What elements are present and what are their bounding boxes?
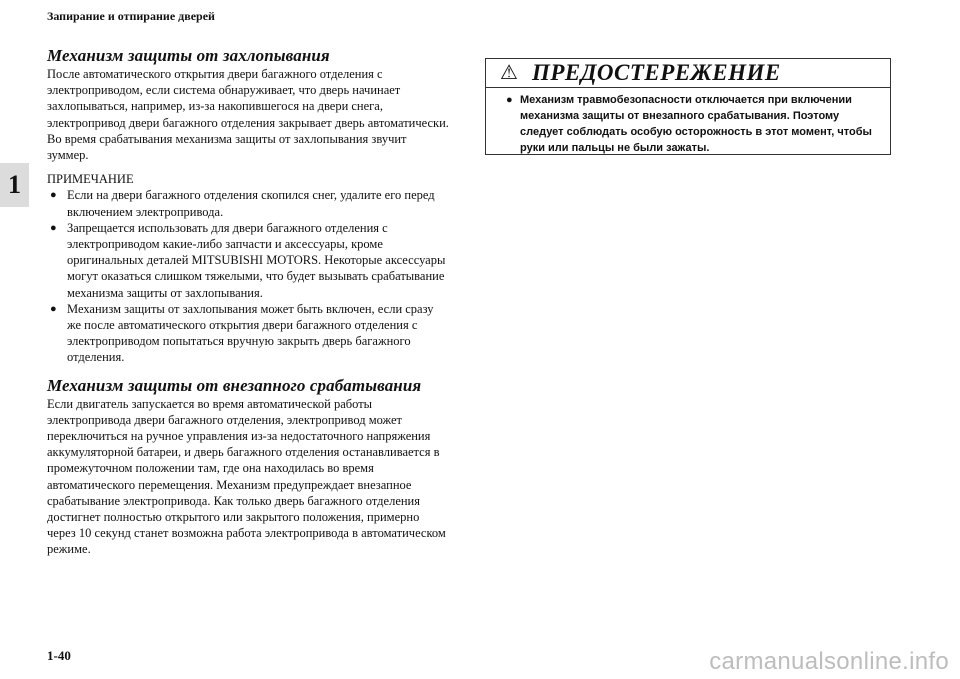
note-text: Запрещается использовать для двери багажного отделения с электроприводом какие-либо запчасти и аксессуары, кроме оригинальных деталей MITSUBISHI MOTORS. Некоторые аксессуары могут оказаться слишком тяжелыми, что будет вызывать срабатывание механизма защиты от захлопывания. [67,220,446,300]
paragraph: Если двигатель запускается во время автоматической работы электропривода двери багажного отделения, электропривод может переключиться на ручное управления из-за недостаточного напряжения аккумуляторной батареи, и дверь багажного отделения останавливается в промежуточном положении там, где она находилась во время автоматического перемещения. Механизм предупреждает внезапное срабатывание электропривода. Как только дверь багажного отделения достигнет полностью открытого или закрытого положения, примерно через 10 секунд станет возможна работа электропривода в автоматическом режиме. [47,396,446,557]
note-text: Если на двери багажного отделения скопился снег, удалите его перед включением электропривода. [67,188,435,219]
section-heading-sudden-activation: Механизм защиты от внезапного срабатывания [47,375,422,395]
warning-triangle-icon: ⚠ [500,62,518,84]
warning-title: ПРЕДОСТЕРЕЖЕНИЕ [531,60,781,85]
warning-title-bar [486,59,890,88]
note-text: Механизм защиты от захлопывания может быть включен, если сразу же после автоматического открытия двери багажного отделения с электроприводом попытаться вручную закрыть дверь багажного отделения. [67,301,434,365]
chapter-tab: 1 [0,163,29,207]
note-item [50,220,449,301]
note-label: ПРИМЕЧАНИЕ [47,172,134,187]
bullet-icon: ● [50,221,57,234]
paragraph: Во время срабатывания механизма защиты от захлопывания звучит зуммер. [47,131,407,163]
left-column [47,46,449,558]
warning-text: Механизм травмобезопасности отключается при включении механизма защиты от внезапного срабатывания. Поэтому следует соблюдать особую осторожность в этот момент, чтобы руки или пальцы не были зажаты. [520,94,872,154]
note-list [47,187,449,365]
paragraph: После автоматического открытия двери багажного отделения с электроприводом, если система обнаруживает, что дверь начинает захлопываться, например, из-за накопившегося на двери снега, электропривод двери багажного отделения закрывает дверь автоматически. [47,67,449,130]
note-item [50,301,449,366]
bullet-icon: ● [506,94,513,106]
note-item [50,187,449,219]
watermark: carmanualsonline.info [709,648,949,675]
bullet-icon: ● [50,302,57,315]
section-heading-anti-slam: Механизм защиты от захлопывания [47,46,330,65]
running-header: Запирание и отпирание дверей [47,9,215,23]
warning-body [486,88,890,156]
bullet-icon: ● [50,189,57,202]
warning-box [485,58,891,155]
page-number: 1-40 [47,648,71,663]
